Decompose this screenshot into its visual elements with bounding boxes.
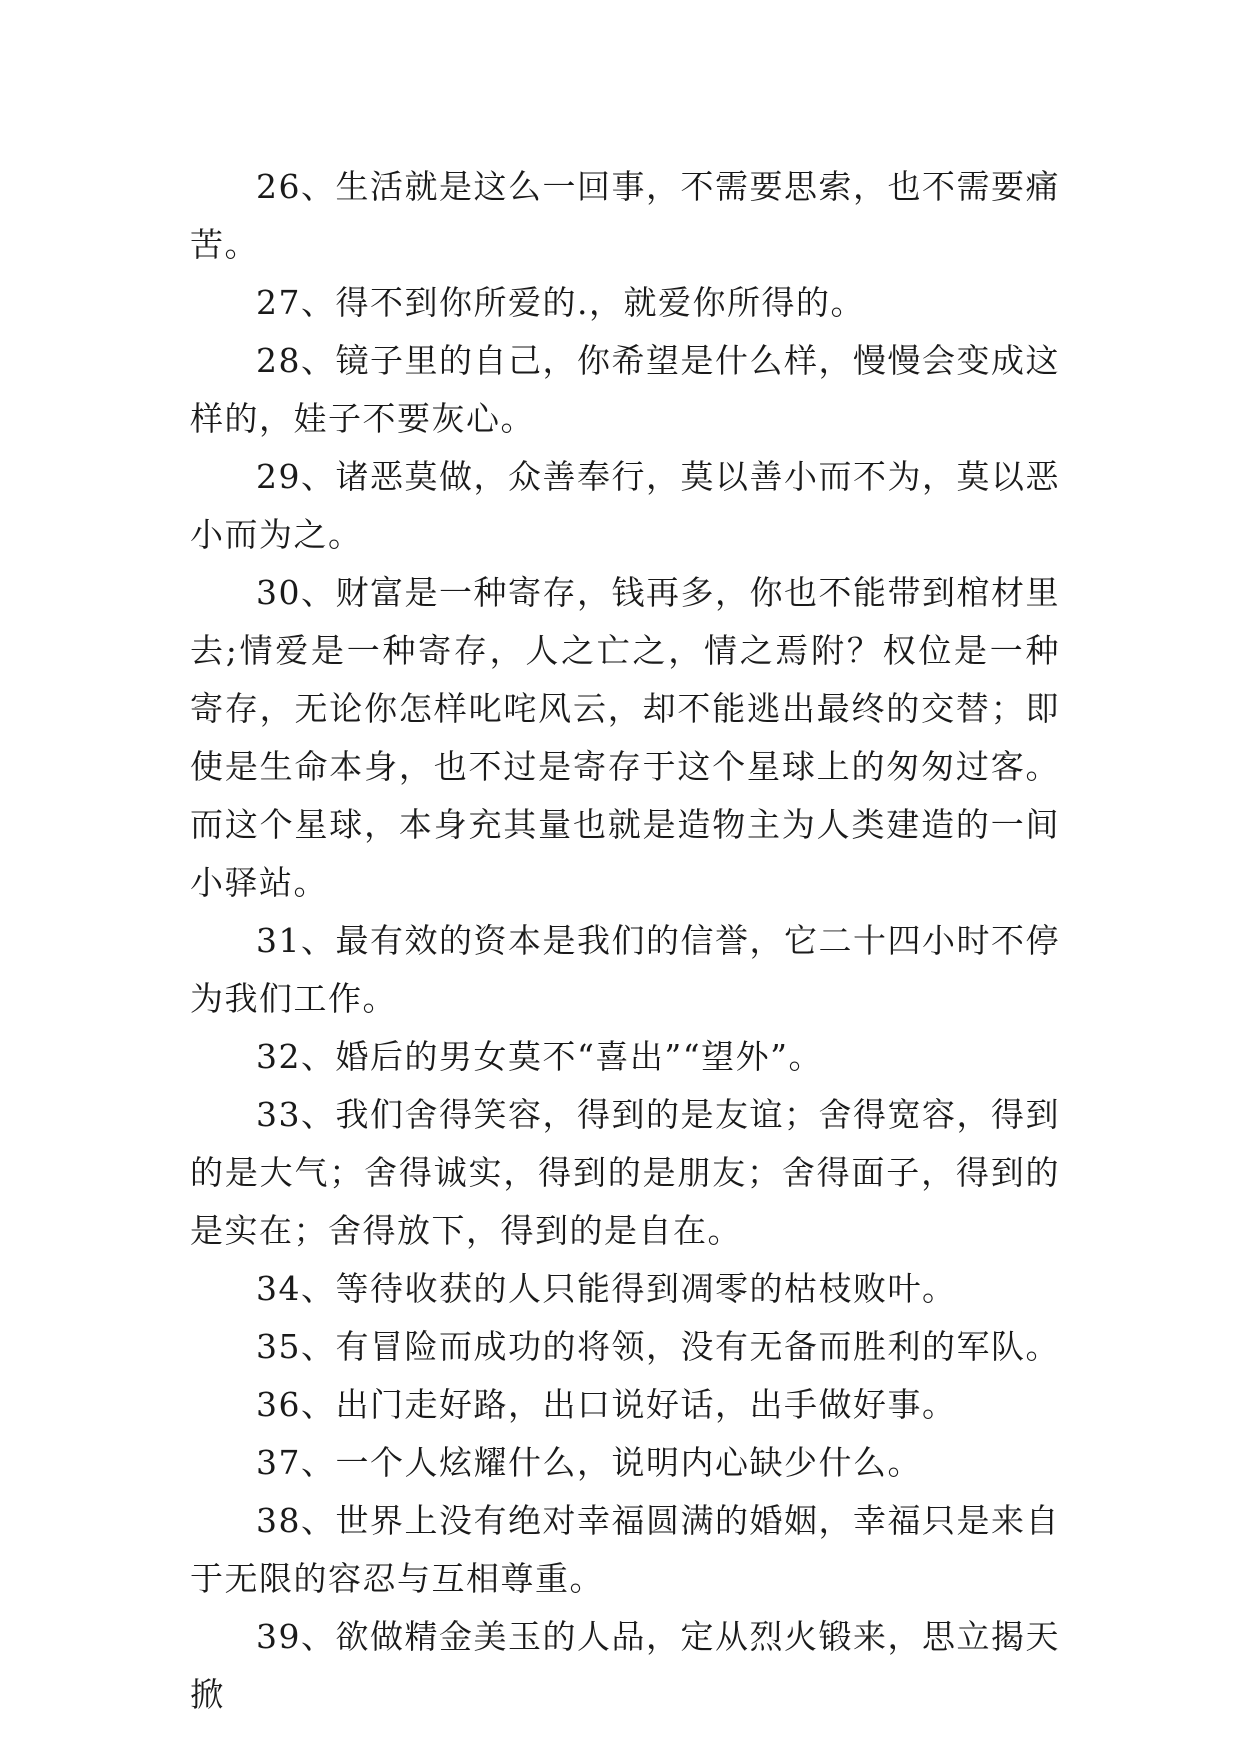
quote-paragraph-26: 26、生活就是这么一回事，不需要思索，也不需要痛苦。	[190, 167, 1060, 264]
quote-paragraph-38: 38、世界上没有绝对幸福圆满的婚姻，幸福只是来自于无限的容忍与互相尊重。	[190, 1501, 1060, 1598]
quote-paragraph-29: 29、诸恶莫做，众善奉行，莫以善小而不为，莫以恶小而为之。	[190, 457, 1060, 554]
quote-paragraph-27: 27、得不到你所爱的.，就爱你所得的。	[256, 283, 865, 322]
quote-paragraph-30: 30、财富是一种寄存，钱再多，你也不能带到棺材里去;情爱是一种寄存，人之亡之，情之焉附？权位是一种寄存，无论你怎样叱咤风云，却不能逃出最终的交替；即使是生命本身，也不过是寄存于这个星球上的匆匆过客。而这个星球，本身充其量也就是造物主为人类建造的一间小驿站。	[190, 573, 1060, 902]
quote-paragraph-35: 35、有冒险而成功的将领，没有无备而胜利的军队。	[256, 1327, 1060, 1366]
quote-paragraph-39: 39、欲做精金美玉的人品，定从烈火锻来，思立揭天掀	[190, 1617, 1060, 1714]
quote-paragraph-28: 28、镜子里的自己，你希望是什么样，慢慢会变成这样的，娃子不要灰心。	[190, 341, 1060, 438]
quote-paragraph-32: 32、婚后的男女莫不“喜出”“望外”。	[256, 1037, 823, 1076]
quote-paragraph-34: 34、等待收获的人只能得到凋零的枯枝败叶。	[256, 1269, 957, 1308]
quote-paragraph-31: 31、最有效的资本是我们的信誉，它二十四小时不停为我们工作。	[190, 921, 1060, 1018]
quote-paragraph-37: 37、一个人炫耀什么，说明内心缺少什么。	[256, 1443, 922, 1482]
quote-paragraph-33: 33、我们舍得笑容，得到的是友谊；舍得宽容，得到的是大气；舍得诚实，得到的是朋友；舍得面子，得到的是实在；舍得放下，得到的是自在。	[190, 1095, 1060, 1250]
document-body	[190, 158, 1060, 1724]
quote-paragraph-36: 36、出门走好路，出口说好话，出手做好事。	[256, 1385, 957, 1424]
